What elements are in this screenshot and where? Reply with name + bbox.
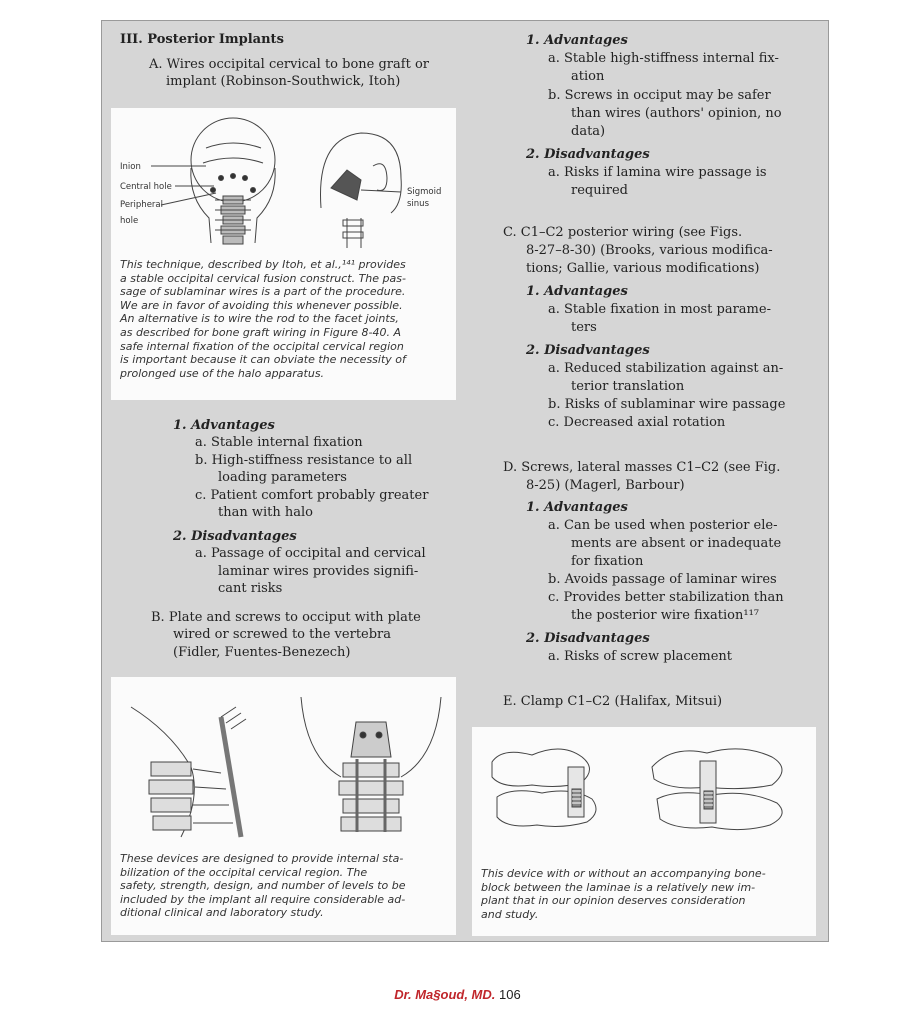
page-number: 106 xyxy=(499,987,521,1002)
caption-line: included by the implant all require considerable ad- xyxy=(120,892,406,906)
item-e-line: E. Clamp C1–C2 (Halifax, Mitsui) xyxy=(503,694,723,709)
d-adv-a2: ments are absent or inadequate xyxy=(571,536,782,551)
caption-line: as described for bone graft wiring in Figure 8-40. A xyxy=(120,325,402,339)
label-sinus: sinus xyxy=(407,199,429,209)
adv-b2: than wires (authors' opinion, no xyxy=(571,106,782,121)
plate-screw-illustration xyxy=(111,677,456,847)
caption-line: We are in favor of avoiding this whenever possible. xyxy=(120,298,403,312)
label-peripheral: Peripheral xyxy=(120,200,163,210)
label-central-hole: Central hole xyxy=(120,182,172,192)
adv-c2: than with halo xyxy=(218,505,313,520)
figure-2-caption xyxy=(120,852,406,920)
item-d-line1: D. Screws, lateral masses C1–C2 (see Fig. xyxy=(503,460,781,475)
item-b-line1: B. Plate and screws to occiput with plate xyxy=(151,610,421,625)
section-heading: III. Posterior Implants xyxy=(120,32,284,47)
d-adv-c2: the posterior wire fixation¹¹⁷ xyxy=(571,608,759,623)
dis-a1: a. Passage of occipital and cervical xyxy=(195,546,426,561)
c-disadvantages-title: 2. Disadvantages xyxy=(526,343,650,358)
label-hole: hole xyxy=(120,216,139,226)
caption-line: sage of sublaminar wires is a part of the procedure. xyxy=(120,285,406,299)
dis-a2: laminar wires provides signifi- xyxy=(218,564,419,579)
caption-line: a stable occipital cervical fusion construct. The pas- xyxy=(120,271,406,285)
c-dis-a1: a. Reduced stabilization against an- xyxy=(548,361,784,376)
author-name: Dr. Ma§oud, MD. xyxy=(394,987,496,1002)
caption-line: This device with or without an accompanying bone- xyxy=(481,867,766,880)
advantages-title: 1. Advantages xyxy=(173,418,275,433)
dis-a3: cant risks xyxy=(218,581,283,596)
advantages-title: 1. Advantages xyxy=(526,33,628,48)
d-adv-a1: a. Can be used when posterior ele- xyxy=(548,518,778,533)
scanned-page xyxy=(101,20,829,942)
item-c-line2: 8-27–8-30) (Brooks, various modifica- xyxy=(526,243,773,258)
adv-b1: b. Screws in occiput may be safer xyxy=(548,88,771,103)
caption-line: prolonged use of the halo apparatus. xyxy=(120,366,325,380)
c-dis-a2: terior translation xyxy=(571,379,685,394)
d-advantages-title: 1. Advantages xyxy=(526,500,628,515)
item-b-line3: (Fidler, Fuentes-Benezech) xyxy=(173,645,351,660)
caption-line: bilization of the occipital cervical region. The xyxy=(120,865,368,879)
adv-c1: c. Patient comfort probably greater xyxy=(195,488,429,503)
caption-line: This technique, described by Itoh, et al.,¹⁴¹ provides xyxy=(120,258,406,271)
disadvantages-title: 2. Disadvantages xyxy=(526,147,650,162)
clamp-illustration xyxy=(472,727,816,857)
adv-a2: ation xyxy=(571,69,605,84)
d-disadvantages-title: 2. Disadvantages xyxy=(526,631,650,646)
label-inion: Inion xyxy=(120,162,141,172)
caption-line: is important because it can obviate the necessity of xyxy=(120,353,406,367)
item-b-line2: wired or screwed to the vertebra xyxy=(173,627,392,642)
adv-b2: loading parameters xyxy=(218,470,347,485)
d-dis-a: a. Risks of screw placement xyxy=(548,649,733,664)
caption-line: An alternative is to wire the rod to the facet joints, xyxy=(120,312,399,326)
item-a-line1: A. Wires occipital cervical to bone graft or xyxy=(149,57,429,72)
c-advantages-title: 1. Advantages xyxy=(526,284,628,299)
figure-2 xyxy=(111,677,456,935)
item-a-line2: implant (Robinson-Southwick, Itoh) xyxy=(166,74,401,89)
caption-line: block between the laminae is a relatively new im- xyxy=(481,880,756,894)
item-d-line2: 8-25) (Magerl, Barbour) xyxy=(526,478,685,493)
c-dis-c: c. Decreased axial rotation xyxy=(548,415,726,430)
label-sigmoid: Sigmoid xyxy=(407,187,442,197)
caption-line: ditional clinical and laboratory study. xyxy=(120,906,324,920)
disadvantages-title: 2. Disadvantages xyxy=(173,529,297,544)
c-dis-b: b. Risks of sublaminar wire passage xyxy=(548,397,786,412)
figure-3-caption xyxy=(481,867,766,921)
d-adv-a3: for fixation xyxy=(571,554,644,569)
c-adv-a1: a. Stable fixation in most parame- xyxy=(548,302,771,317)
adv-b3: data) xyxy=(571,124,606,139)
caption-line: safe internal fixation of the occipital cervical region xyxy=(120,339,404,353)
item-c-line1: C. C1–C2 posterior wiring (see Figs. xyxy=(503,225,743,240)
figure-1-caption xyxy=(120,258,406,380)
item-c-line3: tions; Gallie, various modifications) xyxy=(526,261,760,276)
caption-line: and study. xyxy=(481,907,539,921)
adv-b1: b. High-stiffness resistance to all xyxy=(195,453,413,468)
d-adv-c1: c. Provides better stabilization than xyxy=(548,590,784,605)
dis-a2: required xyxy=(571,183,628,198)
caption-line: These devices are designed to provide internal sta- xyxy=(120,852,404,865)
figure-1 xyxy=(111,108,456,400)
caption-line: plant that in our opinion deserves consideration xyxy=(481,894,746,908)
adv-a1: a. Stable high-stiffness internal fix- xyxy=(548,51,779,66)
c-adv-a2: ters xyxy=(571,320,597,335)
adv-a: a. Stable internal fixation xyxy=(195,435,363,450)
caption-line: safety, strength, design, and number of levels to be xyxy=(120,879,406,893)
page-footer xyxy=(0,987,915,1002)
dis-a1: a. Risks if lamina wire passage is xyxy=(548,165,767,180)
d-adv-b: b. Avoids passage of laminar wires xyxy=(548,572,777,587)
figure-3 xyxy=(472,727,816,936)
